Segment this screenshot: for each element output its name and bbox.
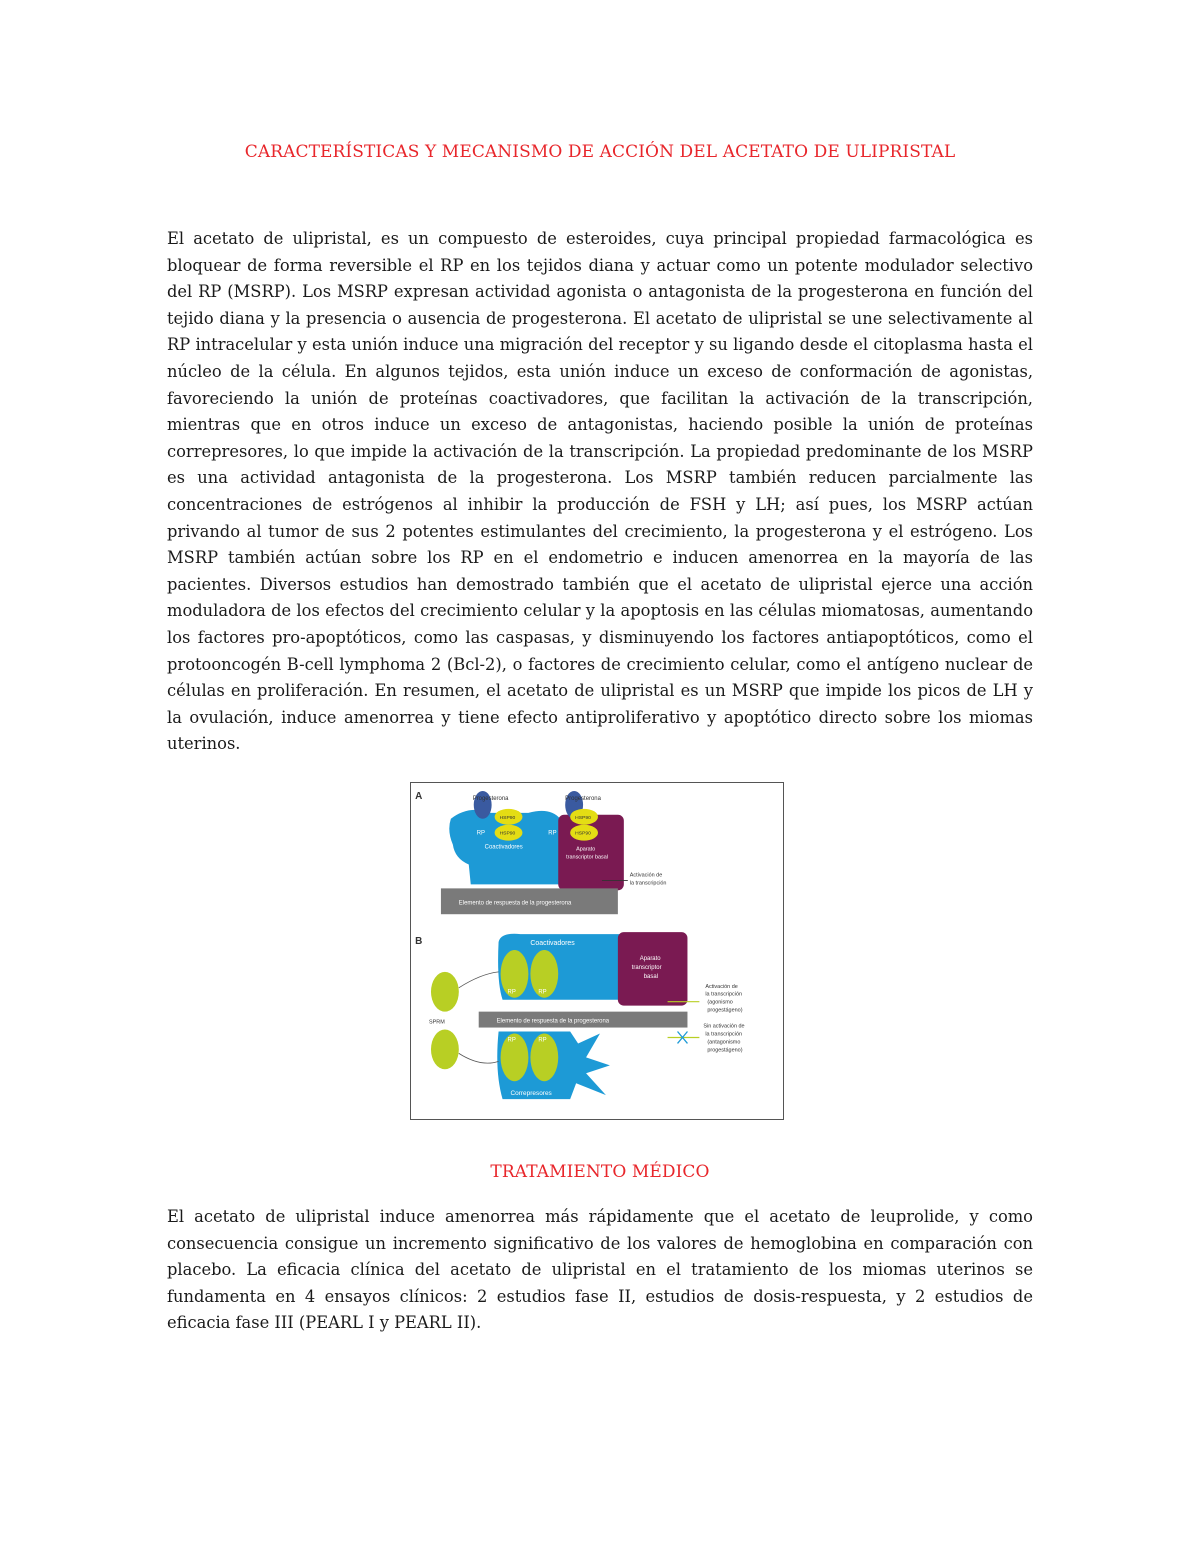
panel-b-act-label-1: Activación de bbox=[705, 983, 738, 990]
panel-b-act-label-4: progestágeno) bbox=[707, 1007, 743, 1014]
panel-a-rp-label-1: RP bbox=[476, 830, 485, 837]
panel-a-rp-label-2: RP bbox=[548, 830, 557, 837]
panel-a-elemento-label: Elemento de respuesta de la progesterona bbox=[458, 900, 572, 907]
panel-a-progesterona-label-2: Progesterona bbox=[565, 795, 601, 802]
panel-b-act-label-2: la transcripción bbox=[705, 991, 743, 998]
panel-a-hsp90-label-1: HSP90 bbox=[499, 815, 516, 821]
panel-b-sprm-bottom bbox=[431, 1030, 459, 1070]
section-title-tratamiento: TRATAMIENTO MÉDICO bbox=[490, 1162, 710, 1182]
panel-b-rp-bottom-label-2: RP bbox=[538, 1037, 547, 1044]
panel-b-sprm-label: SPRM bbox=[429, 1019, 445, 1026]
panel-b-sprm-arrow-top bbox=[459, 972, 499, 988]
panel-b-sin-label-1: Sin activación de bbox=[703, 1023, 745, 1030]
mechanism-diagram bbox=[411, 783, 783, 1119]
panel-b-sprm-top bbox=[431, 972, 459, 1012]
mechanism-figure bbox=[410, 782, 784, 1120]
panel-a-activacion-label-1: Activación de bbox=[629, 872, 663, 879]
panel-a-progesterona-label-1: Progesterona bbox=[472, 795, 509, 802]
panel-b-coactivadores-label: Coactivadores bbox=[530, 940, 575, 948]
panel-b-sin-label-3: (antagonismo bbox=[707, 1039, 741, 1046]
panel-a-letter: A bbox=[415, 790, 423, 802]
panel-a-coactivadores-label: Coactivadores bbox=[484, 844, 523, 851]
document-title: CARACTERÍSTICAS Y MECANISMO DE ACCIÓN DEL ACETATO DE ULIPRISTAL bbox=[244, 142, 956, 162]
panel-b-sin-label-2: la transcripción bbox=[705, 1031, 743, 1038]
panel-b-rp-top-label-2: RP bbox=[538, 989, 547, 996]
panel-b-aparato-label-2: transcriptor bbox=[631, 964, 662, 971]
paragraph-mechanism: El acetato de ulipristal, es un compuesto de esteroides, cuya principal propiedad farmacológica es bloquear de forma reversible el RP en los tejidos diana y actuar como un potente modulador selectivo del RP (MSRP). Los MSRP expresan actividad agonista o antagonista de la progesterona en función del tejido diana y la presencia o ausencia de progesterona. El acetato de ulipristal se une selectivamente al RP intracelular y esta unión induce una migración del receptor y su ligando desde el citoplasma hasta el núcleo de la célula. En algunos tejidos, esta unión induce un exceso de conformación de agonistas, favoreciendo la unión de proteínas coactivadores, que facilitan la activación de la transcripción, mientras que en otros induce un exceso de antagonistas, haciendo posible la unión de proteínas correpresores, lo que impide la activación de la transcripción. La propiedad predominante de los MSRP es una actividad antagonista de la progesterona. Los MSRP también reducen parcialmente las concentraciones de estrógenos al inhibir la producción de FSH y LH; así pues, los MSRP actúan privando al tumor de sus 2 potentes estimulantes del crecimiento, la progesterona y el estrógeno. Los MSRP también actúan sobre los RP en el endometrio e inducen amenorrea en la mayoría de las pacientes. Diversos estudios han demostrado también que el acetato de ulipristal ejerce una acción moduladora de los efectos del crecimiento celular y la apoptosis en las células miomatosas, aumentando los factores pro-apoptóticos, como las caspasas, y disminuyendo los factores antiapoptóticos, como el protooncogén B-cell lymphoma 2 (Bcl-2), o factores de crecimiento celular, como el antígeno nuclear de células en proliferación. En resumen, el acetato de ulipristal es un MSRP que impide los picos de LH y la ovulación, induce amenorrea y tiene efecto antiproliferativo y apoptótico directo sobre los miomas uterinos. bbox=[167, 229, 1033, 754]
panel-b-act-label-3: (agonismo bbox=[707, 999, 733, 1006]
panel-a-aparato-label-1: Aparato bbox=[576, 846, 596, 853]
panel-b-sin-label-4: progestágeno) bbox=[707, 1047, 743, 1054]
panel-b-aparato-label-3: basal bbox=[643, 973, 658, 980]
panel-b-rp-top-label-1: RP bbox=[507, 989, 516, 996]
panel-b-sprm-arrow-bottom bbox=[459, 1053, 499, 1063]
panel-a-hsp90-label-3: HSP90 bbox=[575, 815, 591, 821]
panel-b-aparato-label-1: Aparato bbox=[639, 955, 661, 962]
panel-b-elemento-label: Elemento de respuesta de la progesterona bbox=[496, 1018, 610, 1025]
paragraph-tratamiento: El acetato de ulipristal induce amenorrea más rápidamente que el acetato de leuprolide, y como consecuencia consigue un incremento significativo de los valores de hemoglobina en comparación con placebo. La eficacia clínica del acetato de ulipristal en el tratamiento de los miomas uterinos se fundamenta en 4 ensayos clínicos: 2 estudios fase II, estudios de dosis-respuesta, y 2 estudios de eficacia fase III (PEARL I y PEARL II). bbox=[167, 1207, 1033, 1333]
panel-a-hsp90-label-2: HSP90 bbox=[499, 831, 516, 837]
panel-a-hsp90-label-4: HSP90 bbox=[575, 831, 591, 837]
panel-a-aparato-label-2: transcriptor basal bbox=[566, 854, 609, 861]
panel-b-letter: B bbox=[415, 936, 423, 948]
panel-b-correpresores-label: Correpresores bbox=[510, 1090, 552, 1098]
panel-b-rp-bottom-label-1: RP bbox=[507, 1037, 516, 1044]
panel-a-activacion-label-2: la transcripción bbox=[629, 880, 667, 887]
